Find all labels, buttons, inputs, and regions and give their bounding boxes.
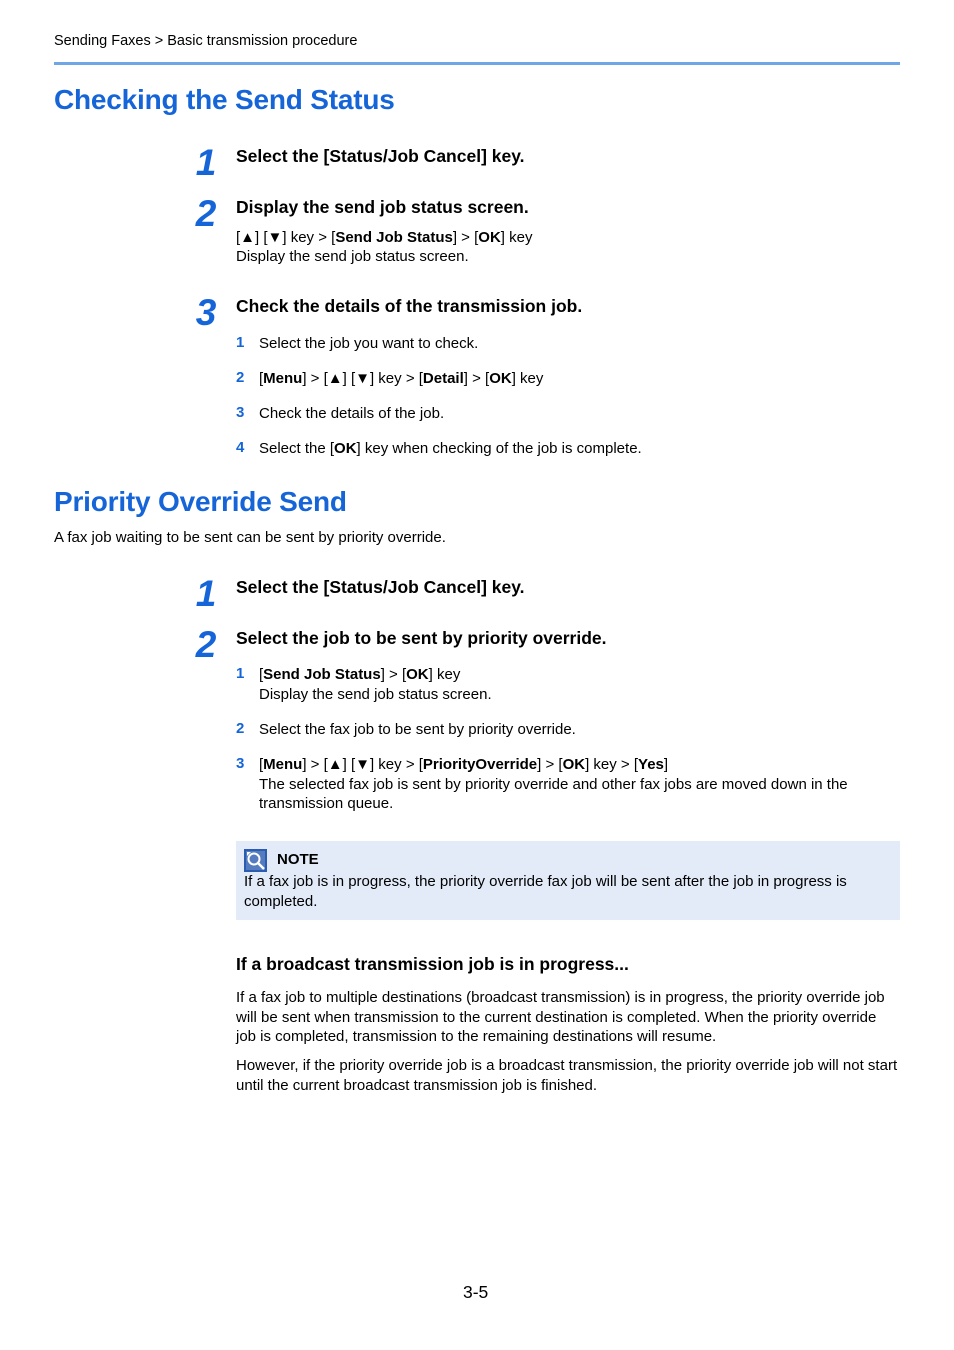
step-title: Select the [Status/Job Cancel] key.: [236, 146, 525, 166]
paragraph: However, if the priority override job is a broadcast transmission, the priority override job will not start until the current broadcast transmission job is finished.: [236, 1057, 898, 1094]
note-label: NOTE: [277, 851, 319, 868]
substep-text: Check the details of the job.: [259, 405, 445, 422]
substep-text: Select the fax job to be sent by priority override.: [259, 721, 576, 738]
substep-text: [Menu] > [▲] [▼] key > [PriorityOverride] > [OK] key > [Yes] The selected fax job is sent by priority override and other fax jobs are moved down in the transmission queue.: [259, 756, 848, 812]
page-number: 3-5: [463, 1282, 489, 1302]
step-title: Select the [Status/Job Cancel] key.: [236, 577, 525, 597]
step-detail: Display the send job status screen.: [236, 248, 469, 265]
step-number: 1: [195, 573, 217, 614]
substep-number: 1: [236, 334, 245, 351]
step-title: Check the details of the transmission job.: [236, 296, 583, 316]
step-number: 2: [195, 624, 217, 665]
substep-text: Select the job you want to check.: [259, 335, 479, 352]
substep-number: 1: [236, 665, 245, 682]
section-title-checking-send-status: Checking the Send Status: [54, 84, 395, 115]
note-box: [236, 841, 900, 920]
section-intro: A fax job waiting to be sent can be sent by priority override.: [54, 529, 446, 546]
step-detail: [▲] [▼] key > [Send Job Status] > [OK] key: [236, 229, 533, 246]
step-number: 1: [195, 142, 217, 183]
breadcrumb: Sending Faxes > Basic transmission procedure: [54, 33, 358, 49]
step-title: Display the send job status screen.: [236, 197, 529, 217]
step-number: 3: [195, 292, 217, 333]
substep-text: Select the [OK] key when checking of the job is complete.: [259, 440, 642, 457]
substep-number: 3: [236, 755, 245, 772]
substep-text: [Send Job Status] > [OK] key Display the send job status screen.: [259, 666, 492, 703]
substep-number: 4: [236, 439, 245, 456]
substep-number: 3: [236, 404, 245, 421]
subheading: If a broadcast transmission job is in progress...: [236, 954, 629, 974]
note-text: If a fax job is in progress, the priority override fax job will be sent after the job in progress is completed.: [244, 873, 847, 910]
step-number: 2: [195, 193, 217, 234]
substep-number: 2: [236, 369, 245, 386]
substep-text: [Menu] > [▲] [▼] key > [Detail] > [OK] key: [259, 370, 544, 387]
substep-number: 2: [236, 720, 245, 737]
paragraph: If a fax job to multiple destinations (broadcast transmission) is in progress, the priority override job will be sent when transmission to the current destination is completed. When the priority override job is completed, transmission to the remaining destinations will resume.: [236, 989, 885, 1045]
section-title-priority-override-send: Priority Override Send: [54, 486, 347, 517]
note-icon: [244, 849, 267, 872]
header-rule: [54, 62, 900, 65]
step-title: Select the job to be sent by priority override.: [236, 628, 607, 648]
